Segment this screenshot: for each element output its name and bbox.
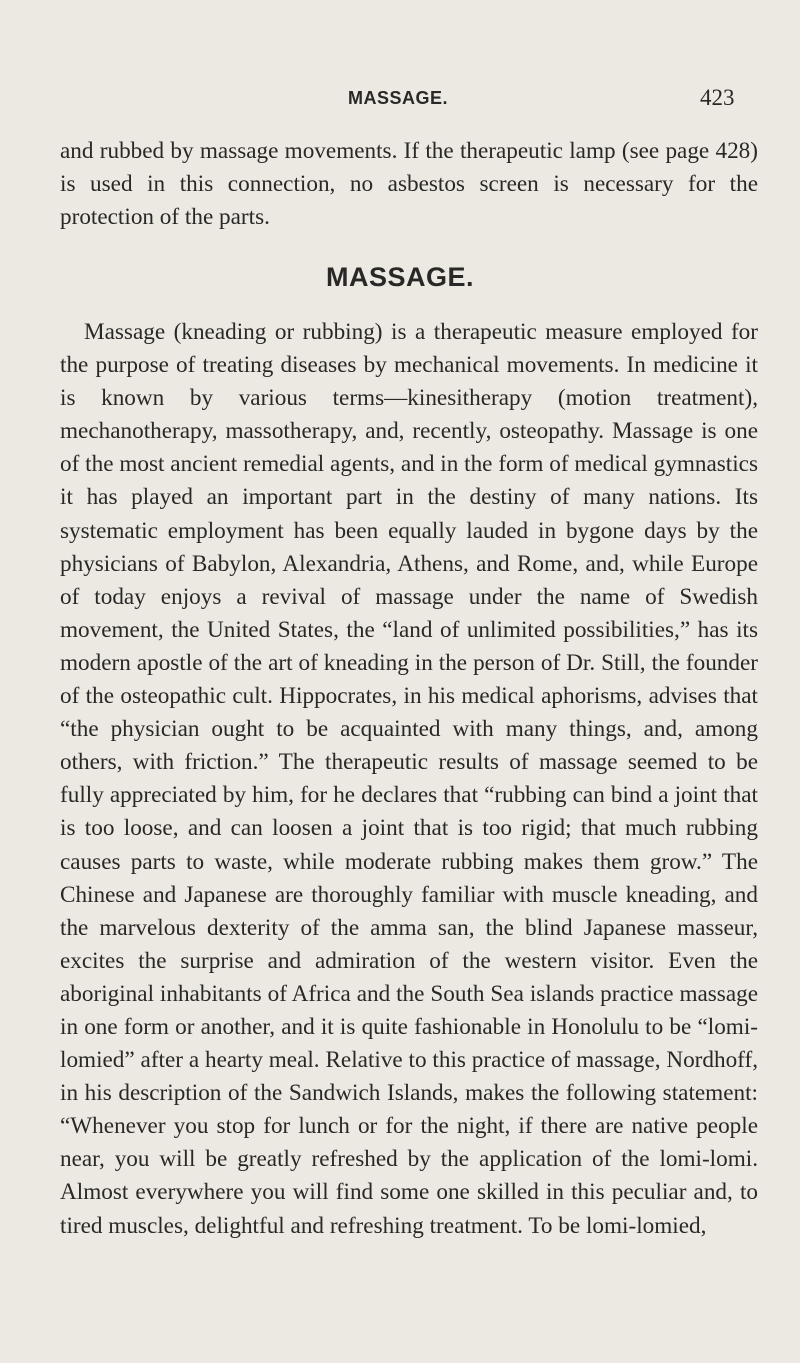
running-title: MASSAGE. (348, 88, 449, 108)
intro-paragraph: and rubbed by massage movements. If the therapeutic lamp (see page 428) is used in this connection, no asbestos screen is necessary for the protection of the parts. (60, 138, 758, 231)
section-heading: MASSAGE. (325, 262, 475, 292)
body-paragraph: Massage (kneading or rubbing) is a therapeutic measure employed for the purpose of treating diseases by mechanical movements. In medicine it is known by various terms—kinesitherapy (motion treatment), mechanotherapy, massotherapy, and, recently, osteopathy. Massage is one of the most ancient remedial agents, and in the form of medical gymnastics it has played an important part in the destiny of many nations. Its systematic employment has been equally lauded in bygone days by the physicians of Babylon, Alexandria, Athens, and Rome, and, while Europe of today enjoys a revival of massage under the name of Swedish movement, the United States, the “land of unlimited possibilities,” has its modern apostle of the art of kneading in the person of Dr. Still, the founder of the osteopathic cult. Hippocrates, in his medical aphorisms, advises that “the physician ought to be acquainted with many things, and, among others, with friction.” The therapeutic results of massage seemed to be fully appreciated by him, for he declares that “rubbing can bind a joint that is too loose, and can loosen a joint that is too rigid; that much rubbing causes parts to waste, while moderate rubbing makes them grow.” The Chinese and Japanese are thoroughly familiar with muscle kneading, and the marvelous dexterity of the amma san, the blind Japanese masseur, excites the surprise and admiration of the western visitor. Even the aboriginal inhabitants of Africa and the South Sea islands practice massage in one form or another, and it is quite fashionable in Honolulu to be “lomi-lomied” after a hearty meal. Relative to this practice of massage, Nordhoff, in his description of the Sandwich Islands, makes the following statement: “Whenever you stop for lunch or for the night, if there are native people near, you will be greatly refreshed by the application of the lomi-lomi. Almost everywhere you will find some one skilled in this peculiar and, to tired muscles, delightful and refreshing treatment. To be lomi-lomied, (60, 319, 758, 1239)
running-head (0, 85, 800, 118)
page-number: 423 (700, 85, 735, 110)
